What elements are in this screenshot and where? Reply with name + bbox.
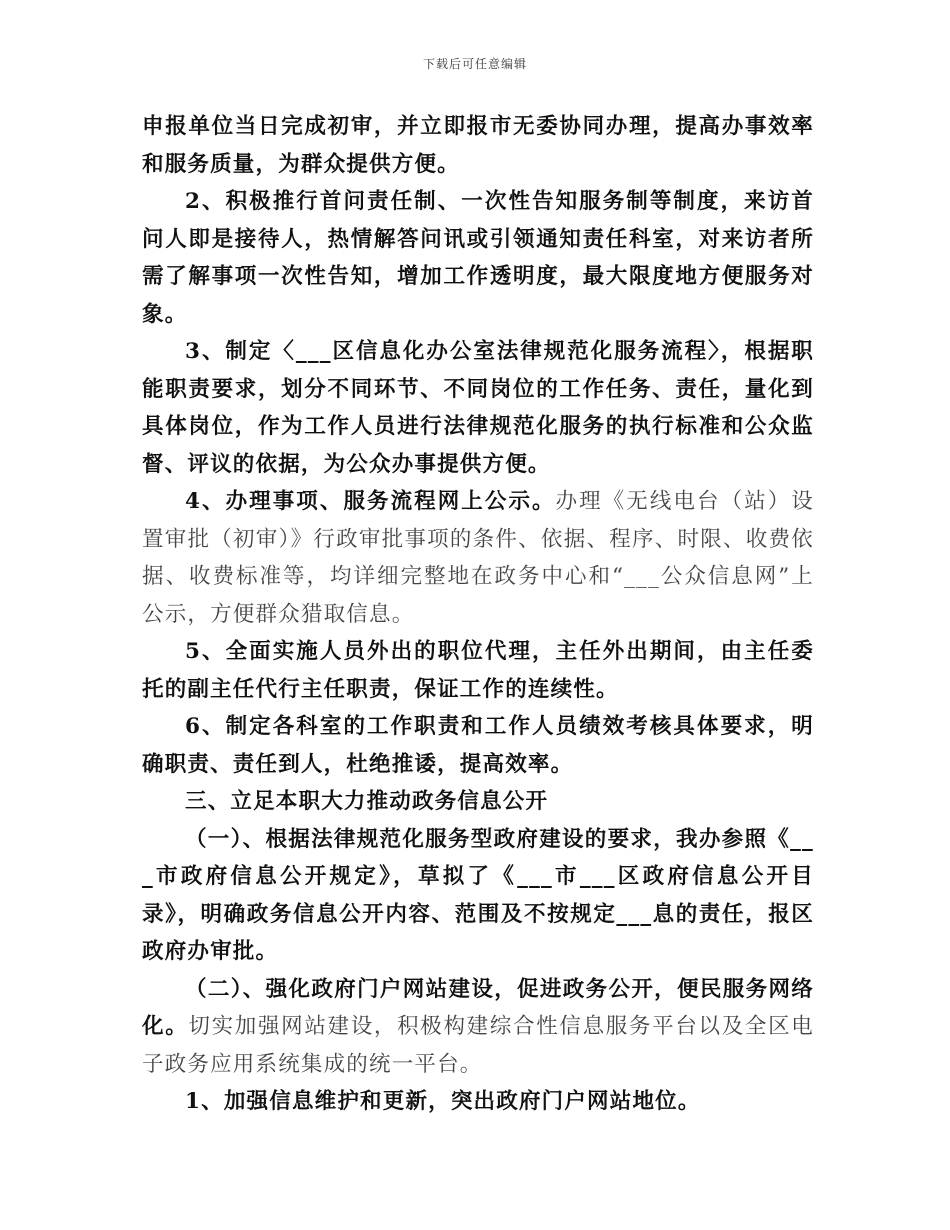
paragraph-bold-text: 1、加强信息维护和更新，突出政府门户网站地位。 — [185, 1089, 701, 1114]
paragraph-bold-text: 2、积极推行首问责任制、一次性告知服务制等制度，来访首问人即是接待人，热情解答问讯或引领通知责任科室，对来访者所需了解事项一次性告知，增加工作透明度，最大限度地方便服务对象。 — [142, 189, 814, 327]
document-body — [142, 108, 814, 1121]
paragraph-normal-text: 办理《无线电台（站）设置审批（初审）》行政审批事项的条件、依据、程序、时限、收费依据、收费标准等，均详细完整地在政务中心和“___公众信息网”上公示，方便群众猎取信息。 — [142, 489, 814, 627]
paragraph-bold-text: （一）、根据法律规范化服务型政府建设的要求，我办参照《___市政府信息公开规定》，草拟了《___市___区政府信息公开目录》，明确政务信息公开内容、范围及不按规定___息的责任，报区政府办审批。 — [142, 826, 814, 964]
paragraph-bold-text: 3、制定〈___区信息化办公室法律规范化服务流程〉，根据职能职责要求，划分不同环节、不同岗位的工作任务、责任，量化到具体岗位，作为工作人员进行法律规范化服务的执行标准和公众监督、评议的依据，为公众办事提供方便。 — [142, 339, 814, 477]
paragraph-2 — [142, 183, 814, 333]
paragraph-5 — [142, 633, 814, 708]
paragraph-bold-text: 申报单位当日完成初审，并立即报市无委协同办理，提高办事效率和服务质量，为群众提供方便。 — [142, 114, 814, 177]
paragraph-normal-text: 切实加强网站建设，积极构建综合性信息服务平台以及全区电子政务应用系统集成的统一平台。 — [142, 1014, 815, 1077]
paragraph-bold-text: 5、全面实施人员外出的职位代理，主任外出期间，由主任委托的副主任代行主任职责，保证工作的连续性。 — [142, 639, 814, 702]
page-header: 下载后可任意编辑 — [422, 57, 527, 71]
paragraph-4 — [142, 483, 814, 633]
paragraph-6 — [142, 708, 814, 783]
paragraph-10 — [142, 1083, 814, 1121]
paragraph-8 — [142, 821, 814, 971]
paragraph-bold-text: 6、制定各科室的工作职责和工作人员绩效考核具体要求，明确职责、责任到人，杜绝推诿，提高效率。 — [142, 714, 814, 777]
paragraph-1 — [142, 108, 814, 183]
paragraph-3 — [142, 333, 814, 483]
paragraph-bold-text: 4、办理事项、服务流程网上公示。 — [185, 489, 556, 514]
paragraph-bold-text: （二）、强化政府门户网站建设，促进政务公开，便民服务网络化。 — [142, 976, 814, 1039]
paragraph-bold-text: 三、立足本职大力推动政务信息公开 — [185, 789, 549, 814]
section-heading — [142, 783, 814, 821]
paragraph-9 — [142, 971, 814, 1084]
